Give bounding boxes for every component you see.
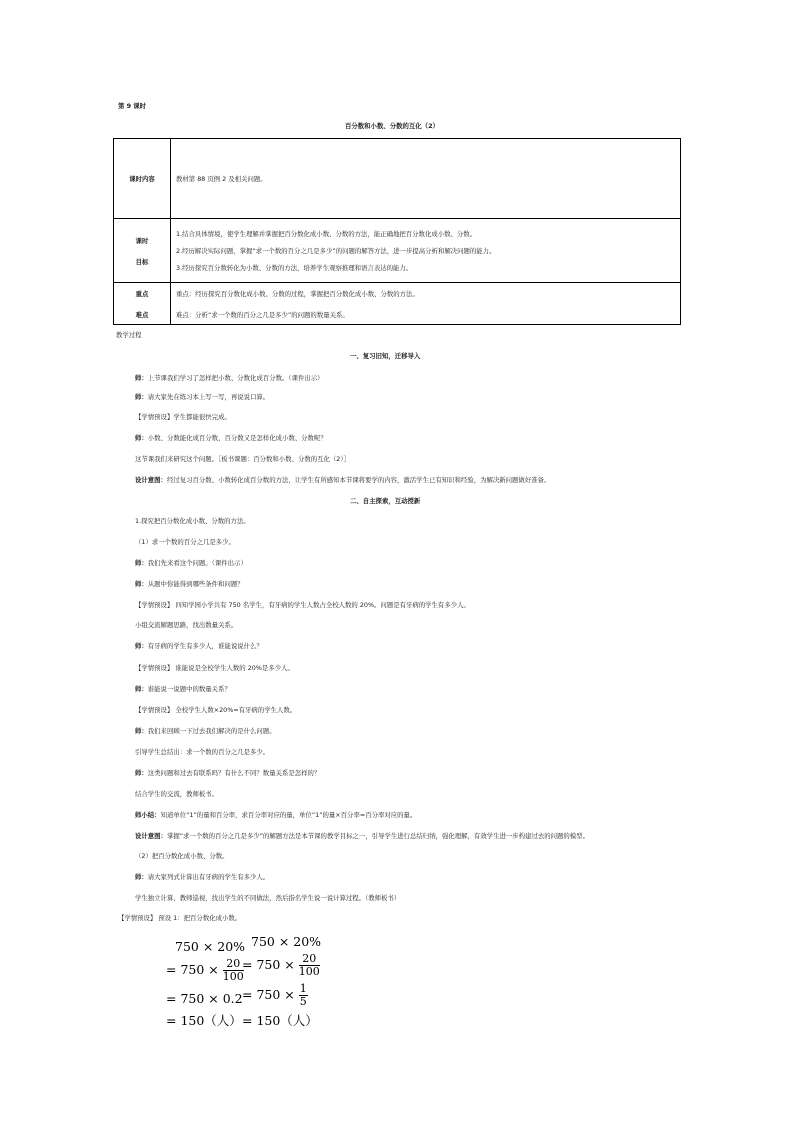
math-left-line3: = 750 × 0.2 xyxy=(166,991,243,1006)
line-lead: 设计意图： xyxy=(135,832,167,840)
goal-item: 2.经历解决实际问题，掌握“求一个数的百分之几是多少”的问题的解答方法，进一步提高分析和解决问题的能力。 xyxy=(176,247,496,255)
section2-line xyxy=(135,706,296,714)
section2-line xyxy=(135,727,276,735)
line-text: 有牙病的学生有多少人，谁能说说什么？ xyxy=(147,642,263,650)
line-text: 我们来回顾一下过去我们解决的是什么问题。 xyxy=(147,727,276,735)
line-text: 这节课我们来研究这个问题。［板书课题：百分数和小数、分数的互化（2）］ xyxy=(135,455,350,463)
key-label xyxy=(114,283,171,325)
section2-line xyxy=(135,769,320,777)
line-text: 掌握“求一个数的百分之几是多少”的解题方法是本节课的教学目标之一，引导学生进行总结归纳，强化理解，有效学生进一步构建过去的问题的模型。 xyxy=(166,832,589,840)
line-lead: 师小结： xyxy=(135,811,161,819)
section1-line xyxy=(135,413,231,421)
teacher-summary xyxy=(135,811,416,819)
section2-line xyxy=(135,538,235,546)
math-right-line1: 750 × 20% xyxy=(251,934,322,949)
line-lead: 师： xyxy=(135,434,148,442)
line-lead: 师： xyxy=(135,374,148,382)
math-right-line2 xyxy=(242,953,320,978)
section2-line xyxy=(118,914,241,922)
key-label-line2: 难点 xyxy=(135,310,149,319)
section1-line xyxy=(135,455,350,463)
goal-item: 1.结合具体情境，使学生理解并掌握把百分数化成小数、分数的方法，能正确地把百分数化成小数、分数。 xyxy=(176,230,477,238)
math-left-line4: = 150（人） xyxy=(166,1013,242,1028)
design-intent xyxy=(135,832,589,840)
section1-line xyxy=(135,374,324,382)
key-point: 重点：经历探究百分数化成小数、分数的过程，掌握把百分数化成小数、分数的方法。 xyxy=(176,289,419,298)
section2-line xyxy=(135,559,247,567)
content-label: 课时内容 xyxy=(114,139,171,219)
section2-line xyxy=(135,685,231,693)
line-text: 【学情预设】 全校学生人数×20%=有牙病的学生人数。 xyxy=(135,706,297,714)
line-text: 【学情预设】 预设 1：把百分数化成小数。 xyxy=(118,914,242,922)
line-text: 谁能说一说题中的数量关系？ xyxy=(147,685,231,693)
math-right-line4: = 150（人） xyxy=(242,1013,318,1028)
line-text: 结合学生的交流，教师板书。 xyxy=(135,790,219,798)
fraction-denominator: 5 xyxy=(299,995,307,1008)
section2-line xyxy=(135,580,244,588)
line-text: （2）把百分数化成小数、分数。 xyxy=(135,852,229,860)
fraction-denominator: 100 xyxy=(222,970,244,983)
section2-line xyxy=(135,852,229,860)
goal-item: 3.经历探究百分数转化为小数、分数的方法，培养学生观察推理和语言表达的能力。 xyxy=(176,264,413,272)
fraction-denominator: 100 xyxy=(298,965,320,978)
fraction-numerator: 1 xyxy=(299,982,307,995)
line-text: 这类问题和过去有联系吗？有什么不同？数量关系是怎样的？ xyxy=(147,769,321,777)
fraction-numerator: 20 xyxy=(223,958,244,971)
section1-line xyxy=(135,393,269,401)
line-lead: 师： xyxy=(135,685,148,693)
line-lead: 师： xyxy=(135,727,148,735)
math-left-line2 xyxy=(166,958,244,983)
line-text: 经过复习百分数、小数转化成百分数的方法，让学生有所感知本节课将要学的内容，激活学生已有知识和经验，为解决新问题做好准备。 xyxy=(166,476,551,484)
content-text: 教材第 88 页例 2 及相关问题。 xyxy=(171,139,681,219)
line-lead: 师： xyxy=(135,642,148,650)
line-lead: 师： xyxy=(135,580,148,588)
math-right-prefix: = 750 × xyxy=(242,957,295,972)
line-lead: 师： xyxy=(135,559,148,567)
difficulty: 难点：分析“求一个数的百分之几是多少”的问题的数量关系。 xyxy=(176,310,349,319)
line-lead: 设计意图： xyxy=(135,476,167,484)
design-intent xyxy=(135,476,550,484)
line-text: 请大家先在练习本上写一写，再说说口算。 xyxy=(147,393,270,401)
line-text: 【学情预设】学生都能很快完成。 xyxy=(135,413,231,421)
section1-heading: 一、复习旧知，迁移导入 xyxy=(350,352,421,360)
line-text: 小数、分数能化成百分数，百分数又是怎样化成小数、分数呢？ xyxy=(147,434,327,442)
process-label: 教学过程 xyxy=(116,331,142,339)
lesson-info-table xyxy=(113,138,681,325)
goals-label xyxy=(114,219,171,283)
line-text: 1.探究把百分数化成小数、分数的方法。 xyxy=(135,517,250,525)
math-left-line1: 750 × 20% xyxy=(175,939,246,954)
math-right-fraction xyxy=(299,983,308,1008)
line-text: 我们先来看这个问题。（课件出示） xyxy=(147,559,247,567)
line-lead: 师： xyxy=(135,393,148,401)
section2-heading: 二、自主探索，互动授新 xyxy=(350,497,421,505)
line-text: 小组交流解题思路，找出数量关系。 xyxy=(135,621,238,629)
line-text: 引导学生总结出：求一个数的百分之几是多少。 xyxy=(135,748,270,756)
section2-line xyxy=(135,517,250,525)
section2-line xyxy=(135,790,218,798)
goals-label-line1: 课时 xyxy=(135,236,149,245)
line-lead: 师： xyxy=(135,769,148,777)
section2-line xyxy=(135,601,470,609)
section2-line xyxy=(135,894,400,902)
section2-line xyxy=(135,621,237,629)
section2-line xyxy=(135,748,269,756)
section1-line xyxy=(135,434,327,442)
line-text: 上节课我们学习了怎样把小数、分数化成百分数。（课件出示） xyxy=(147,374,324,382)
line-text: 请大家列式计算出有牙病的学生有多少人。 xyxy=(147,873,270,881)
line-text: 【学情预设】 谁能说是全校学生人数的 20%是多少人。 xyxy=(135,664,294,672)
line-text: 知道单位“1”的量和百分率，求百分率对应的量，单位“1”的量×百分率=百分率对应的量。 xyxy=(160,811,417,819)
section2-line xyxy=(135,642,263,650)
math-right-fraction xyxy=(299,953,320,978)
key-cell xyxy=(171,283,681,325)
math-right-line3 xyxy=(242,983,308,1008)
math-left-prefix: = 750 × xyxy=(166,962,219,977)
lesson-number: 第 9 课时 xyxy=(118,102,147,110)
line-text: 学生独立计算，教师巡视，找出学生的不同做法，然后指名学生说一说计算过程。（教师板书） xyxy=(135,894,401,902)
line-text: （1）求一个数的百分之几是多少。 xyxy=(135,538,235,546)
math-left-fraction xyxy=(223,958,244,983)
goals-label-line2: 目标 xyxy=(135,257,149,266)
math-right-prefix: = 750 × xyxy=(242,987,295,1002)
lesson-title: 百分数和小数、分数的互化（2） xyxy=(345,122,439,130)
key-label-line1: 重点 xyxy=(135,289,149,298)
section2-line xyxy=(135,873,269,881)
goals-cell xyxy=(171,219,681,283)
line-lead: 师： xyxy=(135,873,148,881)
line-text: 从题中你能得到哪些条件和问题？ xyxy=(147,580,244,588)
line-text: 【学情预设】 四知学园小学共有 750 名学生，有牙病的学生人数占全校人数的 20%。问题是有牙病的学生有多少人。 xyxy=(135,601,470,609)
section2-line xyxy=(135,664,294,672)
fraction-numerator: 20 xyxy=(299,953,320,966)
